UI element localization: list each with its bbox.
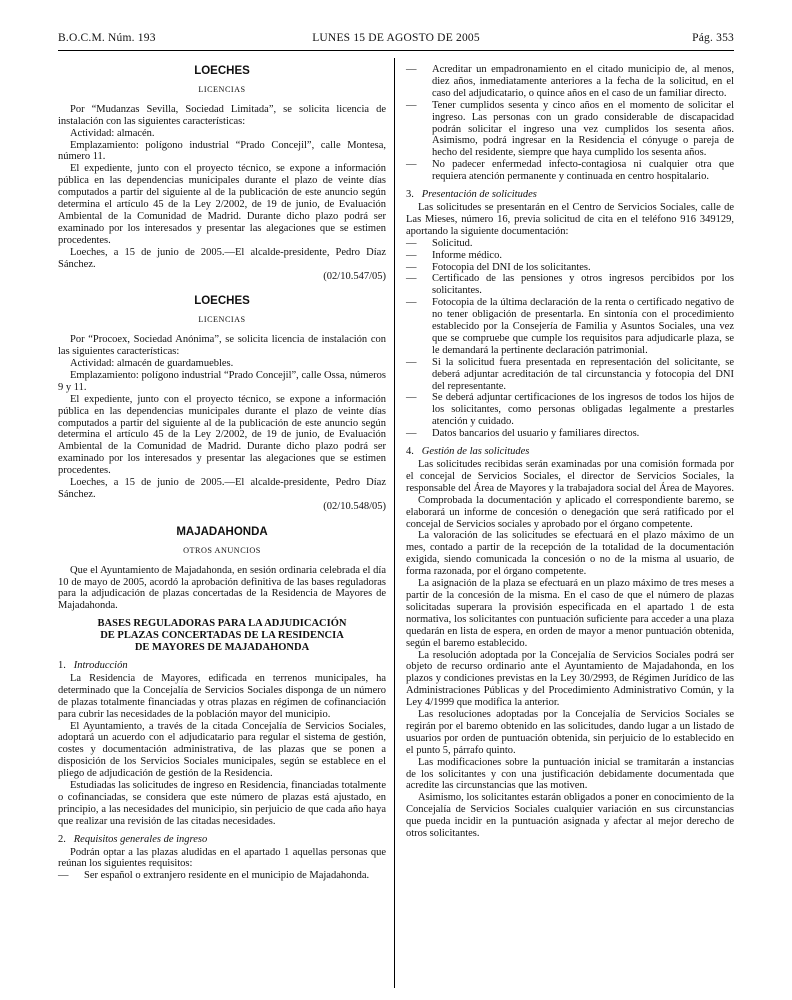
section-subtitle: OTROS ANUNCIOS [183,545,261,555]
list-item-text: Fotocopia del DNI de los solicitantes. [432,261,591,273]
bases-title-line: DE PLAZAS CONCERTADAS DE LA RESIDENCIA [100,630,344,642]
paragraph: La Residencia de Mayores, edificada en terrenos municipales, ha determinado que la Concejalía de Servicios Sociales disponga de un número de plazas totalmente financiadas y otras plazas en régimen de cofinanciación para cubrir las necesidades de la población mayor del municipio. [58,672,386,720]
list-item-text: Tener cumplidos sesenta y cinco años en el momento de solicitar el ingreso. Las personas con un grado considerable de discapacidad podrán solicitar el ingreso una vez cumplidos los sesenta años. Asimismo, podrá ingresar en la Residencia el cónyuge o pareja de hecho del residente, siempre que haya cumplido los sesenta años. [432,99,734,159]
section-subtitle: LICENCIAS [198,315,246,325]
paragraph: Estudiadas las solicitudes de ingreso en Residencia, financiadas totalmente o cofinanciadas, se considera que este número de plazas está ajustado, en principio, a las necesidades del municipio, sin perjuicio de que cada año haya que realizar una revisión de las citadas necesidades. [58,780,386,827]
list-item-text: Ser español o extranjero residente en el municipio de Majadahonda. [84,870,370,882]
header-rule [58,50,734,51]
column-divider [394,58,395,988]
dash-marker: — [406,297,417,309]
documents-list [406,238,734,440]
list-item-text: Certificado de las pensiones y otros ingresos percibidos por los solicitantes. [432,273,734,297]
heading-text: Introducción [73,659,128,671]
dash-marker: — [406,392,417,404]
paragraph: Las solicitudes se presentarán en el Centro de Servicios Sociales, calle de Las Mieses, número 16, previa solicitud de cita en el teléfono 916 349129, aportando la siguiente documentación: [406,201,734,237]
signature-line: Loeches, a 15 de junio de 2005.—El alcalde-presidente, Pedro Díaz Sánchez. [58,246,386,270]
paragraph: Por “Procoex, Sociedad Anónima”, se solicita licencia de instalación con las siguientes características: [58,334,386,358]
heading-introduccion [58,660,386,672]
dash-marker: — [406,159,417,171]
list-item [58,870,386,882]
list-item-text: Datos bancarios del usuario y familiares directos. [432,428,640,440]
header-page-number: Pág. 353 [692,32,734,44]
heading-number: 4. [406,446,414,458]
heading-text: Gestión de las solicitudes [421,446,530,458]
list-item-text: Informe médico. [432,249,502,261]
paragraph: Las resoluciones adoptadas por la Concejalía de Servicios Sociales se regirán por el baremo obtenido en las solicitudes, dando lugar a un listado de usuarios por orden de puntuación obtenida, sin perjuicio de lo establecido en el punto 5, párrafo quinto. [406,709,734,756]
paragraph: Actividad: almacén de guardamuebles. [70,358,234,370]
dash-marker: — [58,870,69,882]
list-item-text: Si la solicitud fuera presentada en representación del solicitante, se deberá adjuntar acreditación de tal circunstancia y fotocopia del DNI del representante. [432,356,734,392]
list-item-text: No padecer enfermedad infecto-contagiosa ni cualquier otra que requiera atención permanente y continuada en centro hospitalario. [432,159,734,183]
paragraph: Actividad: almacén. [70,127,155,139]
header-date: LUNES 15 DE AGOSTO DE 2005 [312,32,480,44]
paragraph: El Ayuntamiento, a través de la citada Concejalía de Servicios Sociales, adoptará un acuerdo con el adjudicatario para regular el sistema de gestión, costes y documentación administrativa, de las plazas que se ponen a disposición de los Servicios Sociales municipales, según se establece en el pliego de adjudicación de gestión de la Residencia. [58,720,386,780]
paragraph: La resolución adoptada por la Concejalía de Servicios Sociales podrá ser objeto de recurso ordinario ante el Ayuntamiento de Majadahonda, en los plazos y condiciones previstas en la Ley 30/2993, de Régimen Jurídico de las Administraciones Públicas y del Procedimiento Administrativo Común, y la Ley 4/1999 que modifica la anterior. [406,649,734,709]
heading-number: 2. [58,833,66,845]
heading-text: Requisitos generales de ingreso [73,833,208,845]
heading-number: 3. [406,189,414,201]
list-item-text: Solicitud. [432,237,473,249]
list-item-text: Se deberá adjuntar certificaciones de los ingresos de todos los hijos de los solicitantes, como personas obligadas legalmente a prestarles atención y cuidado. [432,392,734,428]
requirements-list [406,64,734,183]
list-item [406,357,734,393]
header-journal: B.O.C.M. Núm. 193 [58,32,156,44]
list-item [406,392,734,428]
section-title-loeches-2: LOECHES [194,295,250,308]
list-item [406,262,734,274]
section-subtitle: LICENCIAS [198,84,246,94]
heading-text: Presentación de solicitudes [421,189,537,201]
section-title-majadahonda: MAJADAHONDA [176,525,268,538]
dash-marker: — [406,261,417,273]
paragraph: El expediente, junto con el proyecto técnico, se expone a información pública en las dependencias municipales durante el plazo de veinte días computados a partir del siguiente al de la publicación de este anuncio según determina el artículo 45 de la Ley 2/2002, de 19 de junio, de Evaluación Ambiental de la Comunidad de Madrid. Durante dicho plazo podrá ser examinado por los interesados y presentar las alegaciones que se estimen procedentes. [58,393,386,477]
dash-marker: — [406,273,417,285]
paragraph: La asignación de la plaza se efectuará en un plazo máximo de tres meses a partir de la concesión de la misma. En el caso de que el número de plazas solicitadas superara la provisión especificada en el apartado 1 de esta normativa, los solicitantes con puntuación suficiente para acceder a una plaza quedarán en lista de espera, en orden de mayor a menor puntuación obtenida, según el baremo establecido. [406,578,734,649]
paragraph: Emplazamiento: polígono industrial “Prado Concejil”, calle Ossa, números 9 y 11. [58,369,386,393]
list-item [406,159,734,183]
page-header [58,32,734,48]
dash-marker: — [406,249,417,261]
reference-number: (02/10.547/05) [323,270,386,282]
section-title-loeches-1: LOECHES [194,65,250,77]
paragraph: Por “Mudanzas Sevilla, Sociedad Limitada”, se solicita licencia de instalación con las siguientes características: [58,103,386,127]
list-item [406,64,734,100]
dash-marker: — [406,237,417,249]
paragraph: Asimismo, los solicitantes estarán obligados a poner en conocimiento de la Concejalía de Servicios Sociales cualquier variación en sus circunstancias que pueda incidir en la puntuación asignada y afectar al mejor derecho de otros solicitantes. [406,792,734,840]
paragraph: Emplazamiento: polígono industrial “Prado Concejil”, calle Montesa, número 11. [58,139,386,163]
bases-title-line: DE MAYORES DE MAJADAHONDA [134,642,310,654]
heading-requisitos [58,834,386,846]
paragraph: Las modificaciones sobre la puntuación inicial se tramitarán a instancias de los solicitantes y con una justificación debidamente documentada que acredite las circunstancias que las motiven. [406,756,734,792]
list-item [406,100,734,160]
list-item [406,273,734,297]
list-item [406,238,734,250]
signature-line: Loeches, a 15 de junio de 2005.—El alcalde-presidente, Pedro Díaz Sánchez. [58,477,386,500]
heading-presentacion [406,189,734,201]
list-item-text: Acreditar un empadronamiento en el citado municipio de, al menos, diez años, inmediatamente anteriores a la fecha de la solicitud, en el caso del adjudicatario, o quince años en el caso de un familiar directo. [432,64,734,99]
list-item [406,250,734,262]
paragraph: Que el Ayuntamiento de Majadahonda, en sesión ordinaria celebrada el día 10 de mayo de 2005, acordó la aprobación definitiva de las bases reguladoras para la adjudicación de plazas concertadas de la Residencia de Mayores de Majadahonda. [58,564,386,612]
list-item-text: Fotocopia de la última declaración de la renta o certificado negativo de no tener obligación de presentarla. En sintonía con el procedimiento establecido por la Consejería de Familia y Asuntos Sociales, una vez que se compruebe que cumple los requisitos para adjudicarle plaza, se le demandará la pertinente declaración patrimonial. [432,297,734,356]
paragraph: La valoración de las solicitudes se efectuará en el plazo máximo de un mes, contado a partir de la recepción de la totalidad de la documentación exigida, siendo comunicada la concesión o no de la misma al usuario, de forma razonada, por el órgano competente. [406,530,734,578]
dash-marker: — [406,428,417,440]
reference-number: (02/10.548/05) [323,500,386,512]
list-item [406,297,734,357]
heading-number: 1. [58,659,66,671]
list-item [406,428,734,440]
paragraph: Podrán optar a las plazas aludidas en el apartado 1 aquellas personas que reúnan los siguientes requisitos: [58,846,386,870]
heading-gestion [406,446,734,458]
paragraph: El expediente, junto con el proyecto técnico, se expone a información pública en las dependencias municipales durante el plazo de veinte días computados a partir del siguiente al de la publicación de este anuncio según determina el artículo 45 de la Ley 2/2002, de 19 de junio, de Evaluación Ambiental de la Comunidad de Madrid. Durante dicho plazo podrá ser examinado por los interesados y presentar las alegaciones que se estimen procedentes. [58,163,386,246]
left-column [58,62,386,882]
right-column [406,64,734,840]
bases-title-line: BASES REGULADORAS PARA LA ADJUDICACIÓN [97,618,347,630]
paragraph: Las solicitudes recibidas serán examinadas por una comisión formada por el concejal de Servicios Sociales, el director de Servicios Sociales, la responsable del Área de Mayores y la trabajadora social del Área de Mayores. [406,459,734,494]
paragraph: Comprobada la documentación y aplicado el correspondiente baremo, se elaborará un informe de concesión o denegación que será ratificado por el concejal de Servicios sociales y aprobado por el órgano competente. [406,494,734,530]
dash-marker: — [406,64,417,75]
dash-marker: — [406,99,417,111]
dash-marker: — [406,356,417,368]
